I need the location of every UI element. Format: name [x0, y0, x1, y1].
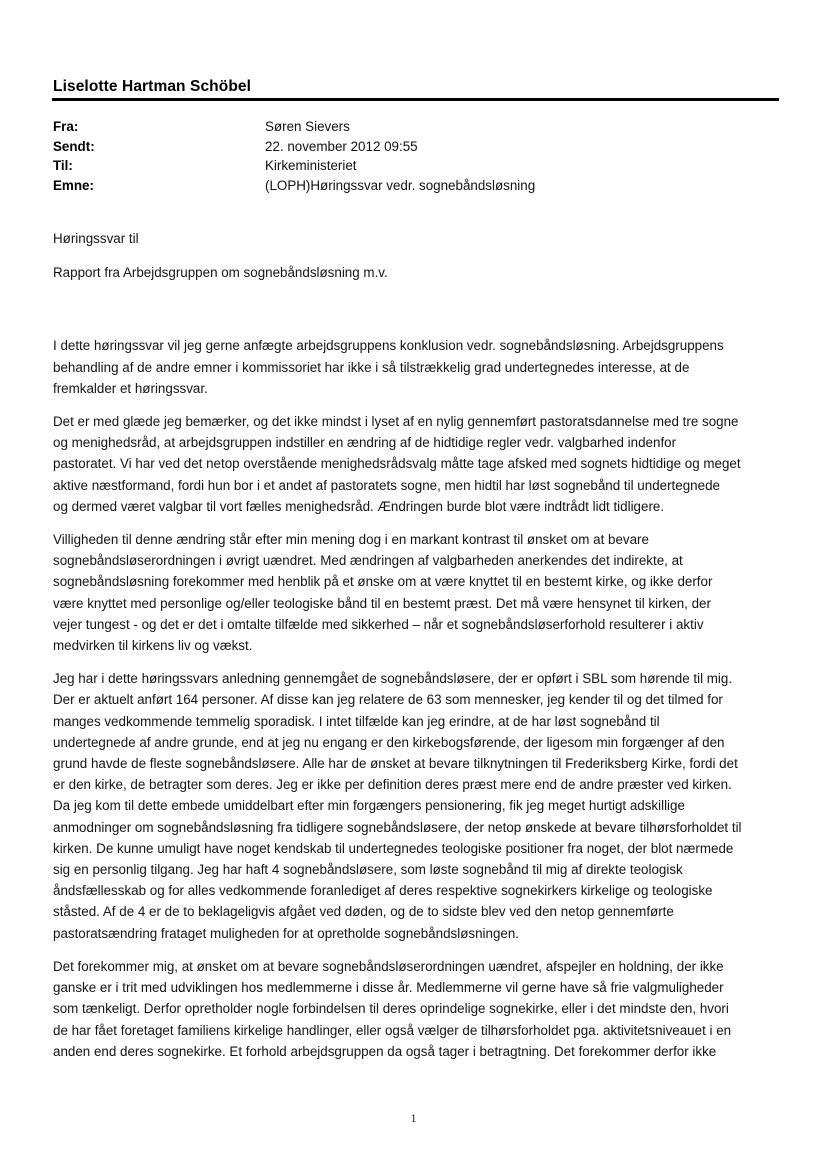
meta-row-to: [53, 156, 773, 176]
email-meta-block: [53, 117, 773, 195]
body-paragraph-1: I dette høringssvar vil jeg gerne anfægte arbejdsgruppens konklusion vedr. sognebåndsløsning. Arbejdsgruppens behandling af de andre emner i kommissoriet har ikke i så tilstrækkelig grad undertegnedes interesse, at de fremkalder et høringssvar.: [53, 338, 724, 396]
meta-label-sent: Sendt:: [53, 138, 95, 154]
intro-line-heading: Høringssvar til: [53, 231, 139, 246]
body-paragraph-2: Det er med glæde jeg bemærker, og det ikke mindst i lyset af en nylig gennemført pastoratsdannelse med tre sogne og menighedsråd, at arbejdsgruppen indstiller en ændring af de hidtidige regler vedr. valgbarhed indenfor pastoratet. Vi har ved det netop overstående menighedsrådsvalg måtte tage afsked med sognets hidtidige og meget aktive næstformand, fordi hun bor i et andet af pastoratets sogne, men hidtil har løst sognebånd til undertegnede og dermed været valgbar til vort fælles menighedsråd. Ændringen burde blot være indtrådt lidt tidligere.: [53, 414, 741, 514]
header-rule: [52, 98, 779, 101]
body-paragraph-5: Det forekommer mig, at ønsket om at bevare sognebåndsløserordningen uændret, afspejler en holdning, der ikke ganske er i trit med udviklingen hos medlemmerne i disse år. Medlemmerne vil gerne have så frie valgmuligheder som tænkeligt. Derfor opretholder nogle forbindelsen til deres oprindelige sognekirke, eller i det mindste den, hvori de har fået foretaget familiens kirkelige handlinger, eller også vælger de tilhørsforholdet pga. aktivitetsniveauet i en anden end deres sognekirke. Et forhold arbejdsgruppen da også tager i betragtning. Det forekommer derfor ikke: [53, 958, 732, 1059]
meta-label-from: Fra:: [53, 119, 79, 134]
body-paragraph-3: Villigheden til denne ændring står efter min mening dog i en markant kontrast til ønsket om at bevare sognebåndsløserordningen i øvrigt uændret. Med ændringen af valgbarheden anerkendes det indirekte, at sognebåndsløsning forekommer med henblik på et ønske om at være knyttet til en bestemt kirke, og ikke derfor være knyttet med personlige og/eller teologiske bånd til en bestemt præst. Det må være hensynet til kirken, der vejer tungest - og det er det i omtalte tilfælde med sikkerhed – når et sognebåndsløserforhold resulterer i aktiv medvirken til kirkens liv og vækst.: [53, 532, 713, 654]
email-body: [53, 228, 783, 1074]
intro-line-report-title: Rapport fra Arbejdsgruppen om sognebåndsløsning m.v.: [53, 265, 388, 281]
meta-label-subject: Emne:: [53, 177, 94, 193]
meta-row-from: [53, 117, 773, 137]
meta-value-subject: (LOPH)Høringssvar vedr. sognebåndsløsning: [265, 177, 536, 193]
sender-name-header: Liselotte Hartman Schöbel: [53, 78, 252, 95]
meta-value-from: Søren Sievers: [265, 119, 350, 134]
meta-row-sent: [53, 137, 773, 157]
page-number: 1: [410, 1111, 417, 1125]
meta-row-subject: [53, 176, 773, 196]
meta-value-sent: 22. november 2012 09:55: [265, 138, 418, 154]
meta-label-to: Til:: [53, 158, 73, 173]
body-paragraph-4: Jeg har i dette høringssvars anledning gennemgået de sognebåndsløsere, der er opført i SBL som hørende til mig. Der er aktuelt anført 164 personer. Af disse kan jeg relatere de 63 som mennesker, jeg kender til og det tilmed for manges vedkommende temmelig sporadisk. I intet tilfælde kan jeg erindre, at de har løst sognebånd til undertegnede af andre grunde, end at jeg nu engang er den kirkebogsførende, der ligesom min forgænger af den grund havde de fleste sognebåndsløsere. Alle har de ønsket at bevare tilknytningen til Frederiksberg Kirke, fordi det er den kirke, de betragter som deres. Jeg er ikke per definition deres præst mere end de andre præster ved kirken. Da jeg kom til dette embede umiddelbart efter min forgængers pensionering, fik jeg meget hurtigt adskillige anmodninger om sognebåndsløsning fra tidligere sognebåndsløsere, der netop ønskede at bevare tilhørsforholdet til kirken. De kunne umuligt have noget kendskab til undertegnedes teologiske positioner fra noget, der blot nærmede sig en personlig tilgang. Jeg har haft 4 sognebåndsløsere, som løste sognebånd til mig af direkte teologisk åndsfællesskab og for alles vedkommende foranlediget af deres respektive sognekirkers kirkelige og teologiske ståsted. Af de 4 er de to beklageligvis afgået ved døden, og de to sidste blev ved den netop gennemførte pastoratsændring frataget muligheden for at opretholde sognebåndsløsningen.: [53, 671, 742, 941]
meta-value-to: Kirkeministeriet: [265, 158, 357, 173]
